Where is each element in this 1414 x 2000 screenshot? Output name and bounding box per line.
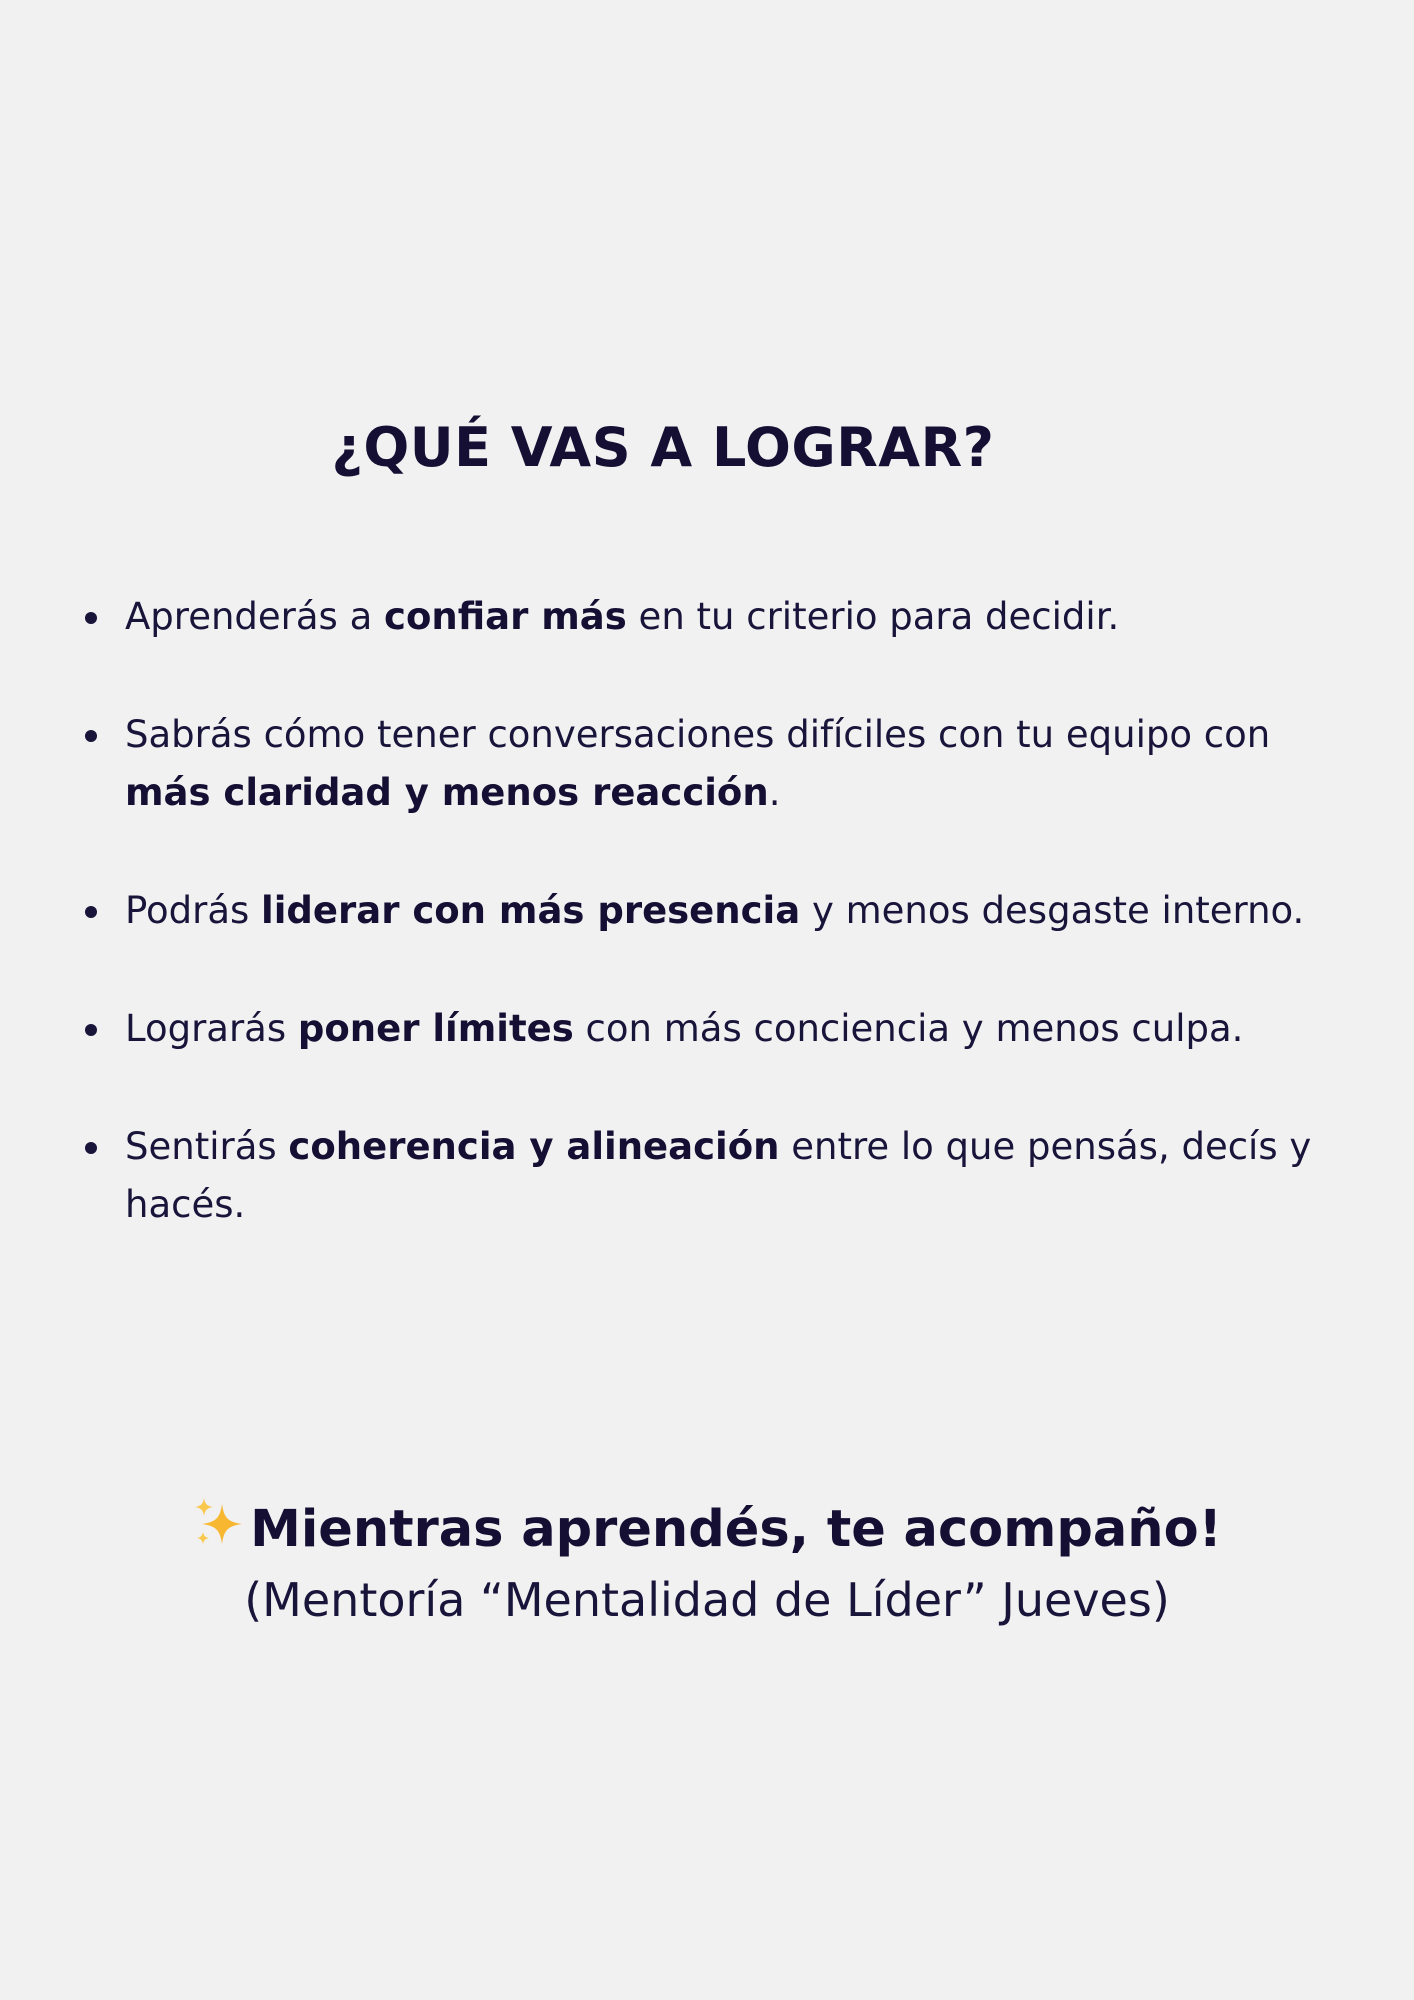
benefit-item (80, 588, 1330, 646)
benefit-text: entre lo que pensás, decís y hacés. (125, 1125, 1312, 1226)
page-title: ¿QUÉ VAS A LOGRAR? (331, 416, 995, 479)
bullet-icon (85, 906, 97, 918)
benefit-text: Sentirás (125, 1125, 289, 1168)
closing-subline: (Mentoría “Mentalidad de Líder” Jueves) (244, 1573, 1170, 1627)
sparkles-icon (192, 1496, 248, 1552)
closing-headline-row (0, 1495, 1414, 1565)
benefit-text: . (768, 771, 781, 814)
bullet-icon (85, 1024, 97, 1036)
benefit-highlight: confiar más (384, 595, 627, 638)
benefit-text: Podrás (125, 889, 262, 932)
benefit-text: y menos desgaste interno. (800, 889, 1305, 932)
benefit-item (80, 882, 1330, 940)
benefit-item (80, 1118, 1330, 1234)
benefit-text: en tu criterio para decidir. (626, 595, 1120, 638)
benefit-item (80, 706, 1330, 822)
benefits-list (80, 588, 1330, 1294)
bullet-icon (85, 730, 97, 742)
benefit-highlight: poner límites (297, 1007, 574, 1050)
benefit-text: Sabrás cómo tener conversaciones difíciles con tu equipo con (125, 713, 1271, 756)
benefit-highlight: coherencia y alineación (288, 1125, 780, 1168)
benefit-text: Lograrás (125, 1007, 298, 1050)
closing-headline: Mientras aprendés, te acompaño! (250, 1500, 1222, 1559)
benefit-highlight: liderar con más presencia (261, 889, 801, 932)
benefit-item (80, 1000, 1330, 1058)
benefit-text: con más conciencia y menos culpa. (573, 1007, 1244, 1050)
bullet-icon (85, 1142, 97, 1154)
benefit-highlight: más claridad y menos reacción (125, 771, 769, 814)
closing-block (0, 1495, 1414, 1635)
bullet-icon (85, 612, 97, 624)
benefit-text: Aprenderás a (125, 595, 385, 638)
